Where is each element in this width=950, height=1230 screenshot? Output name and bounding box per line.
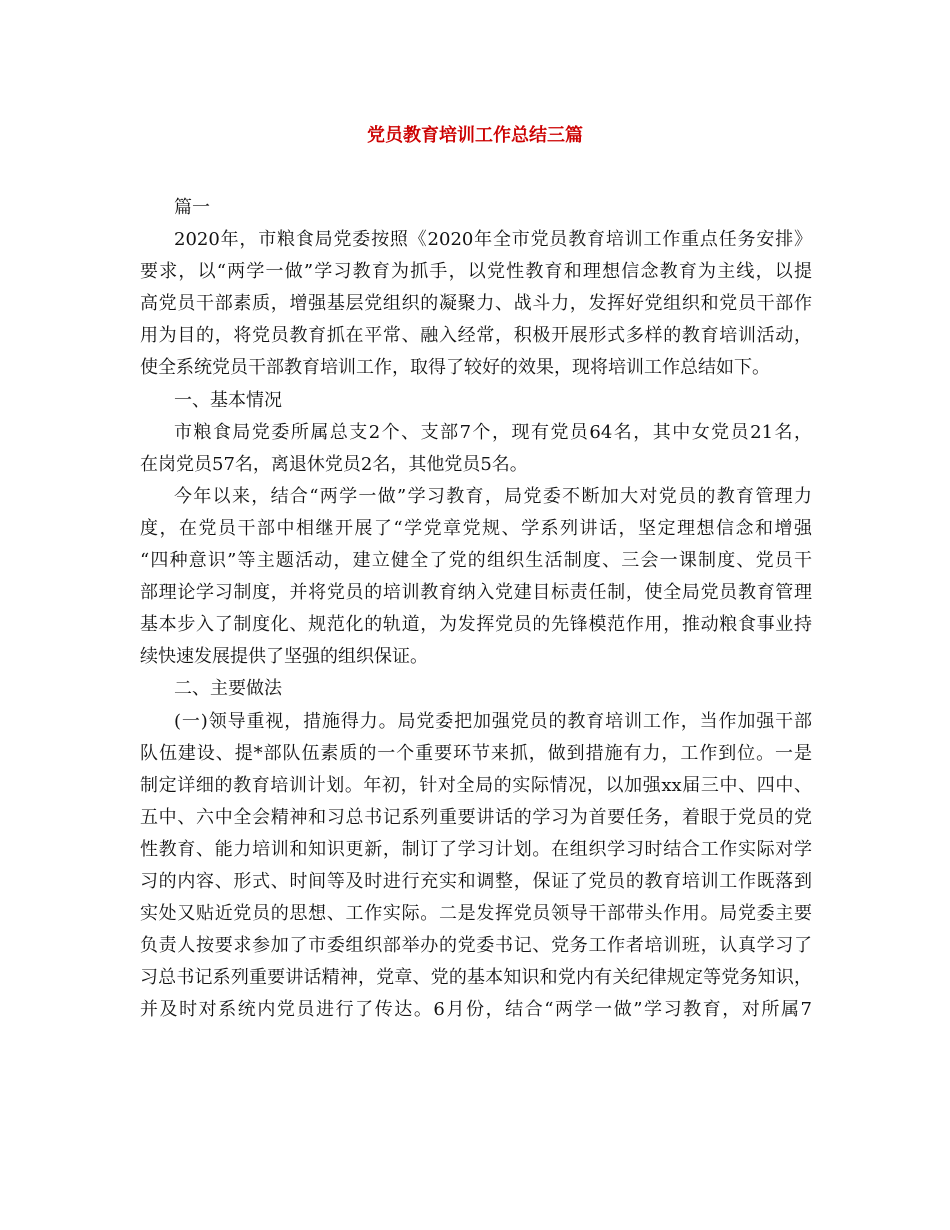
text-line: 负责人按要求参加了市委组织部举办的党委书记、党务工作者培训班，认真学习了: [140, 935, 812, 957]
text-line: 性教育、能力培训和知识更新，制订了学习计划。在组织学习时结合工作实际对学: [140, 838, 812, 860]
text-line: 市粮食局党委所属总支2个、支部7个，现有党员64名，其中女党员21名，: [174, 421, 812, 443]
text-line: 度，在党员干部中相继开展了“学党章党规、学系列讲话，坚定理想信念和增强: [140, 517, 812, 539]
text-line: 部理论学习制度，并将党员的培训教育纳入党建目标责任制，使全局党员教育管理: [140, 582, 812, 604]
text-line: 实处又贴近党员的思想、工作实际。二是发挥党员领导干部带头作用。局党委主要: [140, 903, 812, 925]
text-line: 基本步入了制度化、规范化的轨道，为发挥党员的先锋模范作用，推动粮食事业持: [140, 614, 812, 636]
text-line: 习总书记系列重要讲话精神，党章、党的基本知识和党内有关纪律规定等党务知识，: [140, 967, 812, 989]
text-line: 习的内容、形式、时间等及时进行充实和调整，保证了党员的教育培训工作既落到: [140, 870, 812, 892]
document-body: [140, 192, 812, 1026]
document-title: 党员教育培训工作总结三篇: [367, 125, 583, 146]
text-line: 今年以来，结合“两学一做”学习教育，局党委不断加大对党员的教育管理力: [174, 485, 812, 507]
text-line: 制定详细的教育培训计划。年初，针对全局的实际情况，以加强xx届三中、四中、: [140, 774, 812, 796]
text-line: 并及时对系统内党员进行了传达。6月份，结合“两学一做”学习教育，对所属7: [140, 999, 812, 1021]
text-line: 一、基本情况: [174, 389, 282, 411]
text-line: 五中、六中全会精神和习总书记系列重要讲话的学习为首要任务，着眼于党员的党: [140, 806, 812, 828]
text-line: 在岗党员57名，离退休党员2名，其他党员5名。: [140, 453, 528, 475]
text-line: 2020年，市粮食局党委按照《2020年全市党员教育培训工作重点任务安排》: [174, 229, 812, 251]
text-line: (一)领导重视，措施得力。局党委把加强党员的教育培训工作，当作加强干部: [174, 710, 812, 732]
text-line: 队伍建设、提*部队伍素质的一个重要环节来抓，做到措施有力，工作到位。一是: [140, 742, 812, 764]
text-line: 高党员干部素质，增强基层党组织的凝聚力、战斗力，发挥好党组织和党员干部作: [140, 293, 812, 315]
text-line: “四种意识”等主题活动，建立健全了党的组织生活制度、三会一课制度、党员干: [140, 550, 812, 572]
text-line: 使全系统党员干部教育培训工作，取得了较好的效果，现将培训工作总结如下。: [140, 357, 770, 379]
text-line: 续快速发展提供了坚强的组织保证。: [140, 646, 428, 668]
text-line: 篇一: [174, 197, 210, 218]
text-line: 二、主要做法: [174, 678, 282, 700]
text-line: 要求，以“两学一做”学习教育为抓手，以党性教育和理想信念教育为主线，以提: [140, 261, 812, 283]
text-line: 用为目的，将党员教育抓在平常、融入经常，积极开展形式多样的教育培训活动，: [140, 325, 812, 347]
